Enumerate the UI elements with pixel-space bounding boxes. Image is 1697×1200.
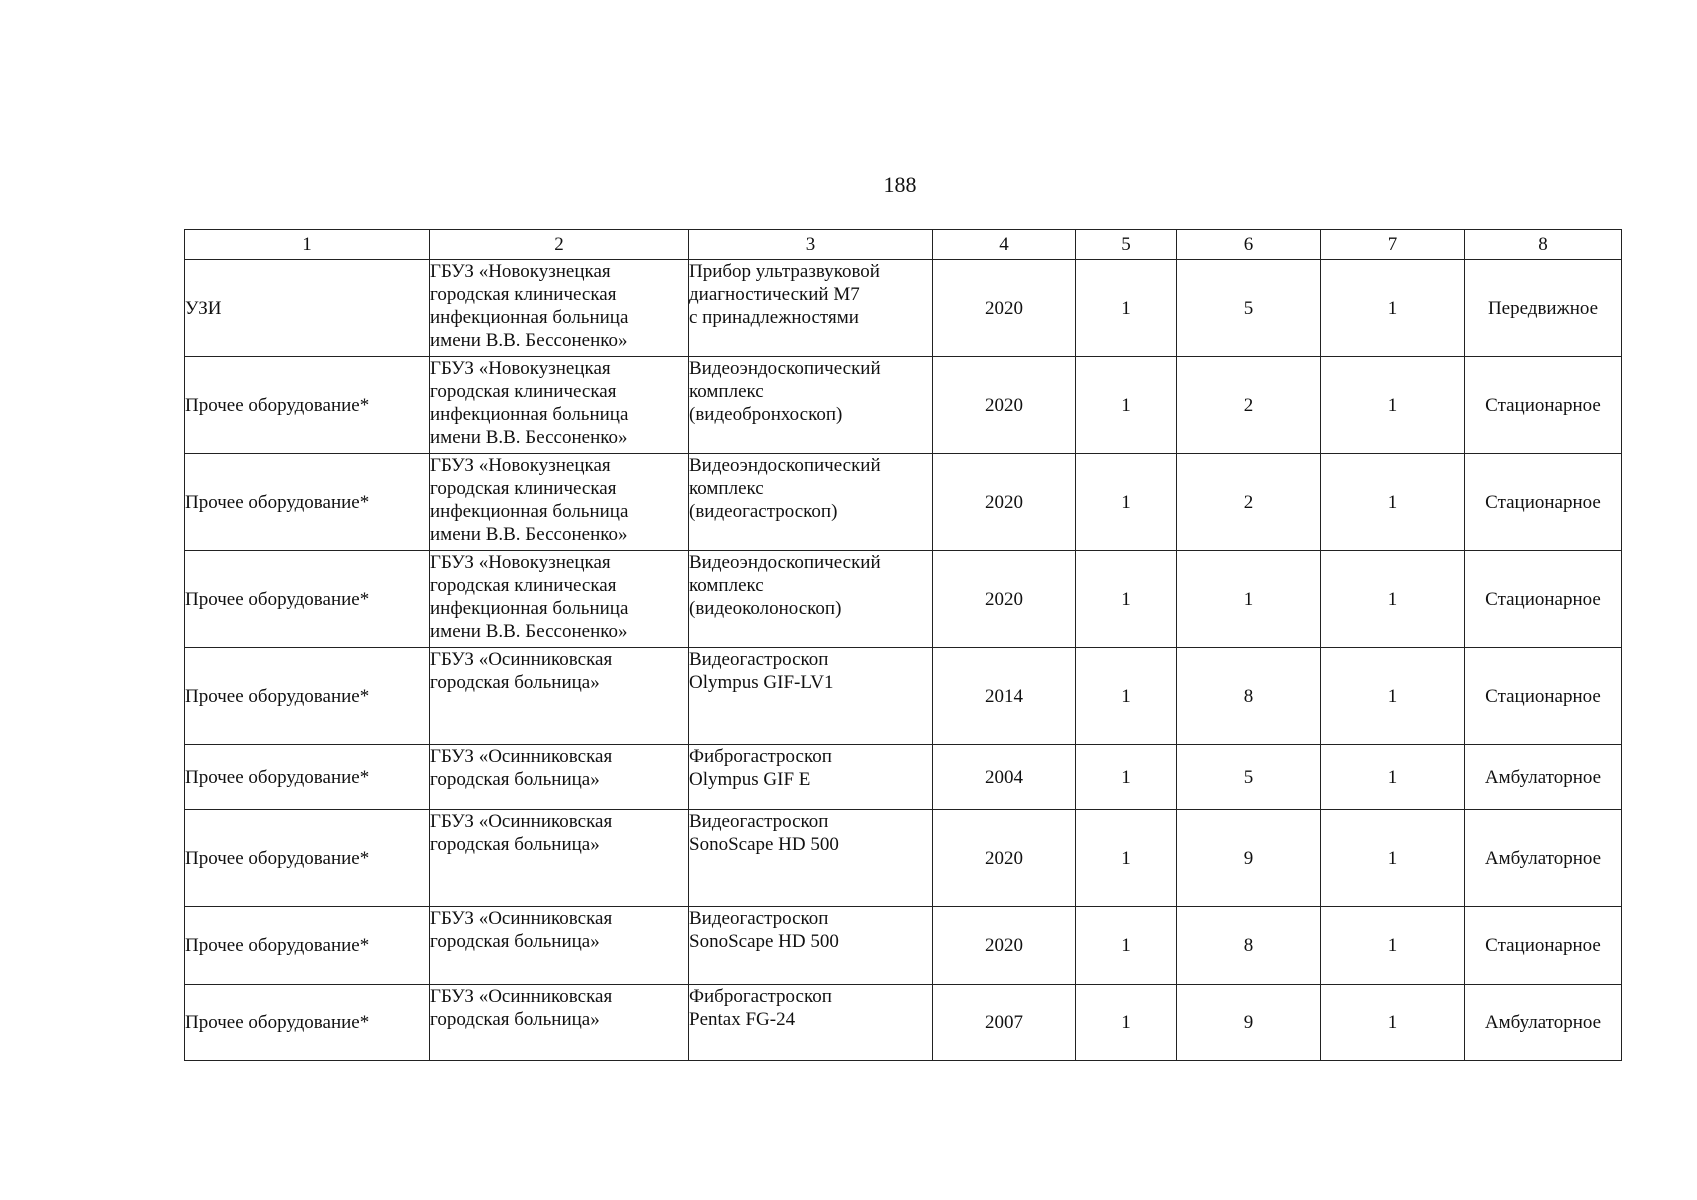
column-5-cell: 1 [1076, 260, 1177, 357]
equipment-type-cell: Прочее оборудование* [185, 907, 430, 985]
organization-cell [430, 260, 689, 357]
column-header-3: 3 [689, 230, 933, 260]
equipment-name-cell [689, 648, 933, 745]
column-header-1: 1 [185, 230, 430, 260]
equipment-name-text: Прибор ультразвуковой диагностический М7 с принадлежностями [689, 261, 880, 328]
equipment-name-cell [689, 357, 933, 454]
column-header-2: 2 [430, 230, 689, 260]
column-6-cell: 8 [1177, 907, 1321, 985]
column-header-5: 5 [1076, 230, 1177, 260]
operation-mode-cell: Амбулаторное [1465, 810, 1622, 907]
equipment-type-cell: Прочее оборудование* [185, 648, 430, 745]
operation-mode-cell: Стационарное [1465, 907, 1622, 985]
operation-mode-cell: Стационарное [1465, 454, 1622, 551]
organization-text: ГБУЗ «Осинниковская городская больница» [430, 986, 613, 1030]
year-cell: 2007 [933, 985, 1076, 1061]
equipment-type-cell: Прочее оборудование* [185, 985, 430, 1061]
organization-cell [430, 985, 689, 1061]
column-7-cell: 1 [1321, 985, 1465, 1061]
equipment-name-cell [689, 260, 933, 357]
column-5-cell: 1 [1076, 648, 1177, 745]
year-cell: 2020 [933, 454, 1076, 551]
column-5-cell: 1 [1076, 357, 1177, 454]
equipment-name-text: Видеогастроскоп SonoScape HD 500 [689, 811, 839, 855]
equipment-name-text: Видеоэндоскопический комплекс (видеобронхоскоп) [689, 358, 881, 425]
equipment-type-cell: Прочее оборудование* [185, 745, 430, 810]
column-header-4: 4 [933, 230, 1076, 260]
operation-mode-cell: Стационарное [1465, 648, 1622, 745]
equipment-name-cell [689, 810, 933, 907]
equipment-name-cell [689, 551, 933, 648]
equipment-name-cell [689, 985, 933, 1061]
column-7-cell: 1 [1321, 907, 1465, 985]
organization-text: ГБУЗ «Новокузнецкая городская клиническая инфекционная больница имени В.В. Бессоненко» [430, 552, 629, 642]
organization-cell [430, 907, 689, 985]
table-row [185, 985, 1622, 1061]
operation-mode-cell: Передвижное [1465, 260, 1622, 357]
equipment-type-cell: УЗИ [185, 260, 430, 357]
column-5-cell: 1 [1076, 907, 1177, 985]
column-6-cell: 5 [1177, 745, 1321, 810]
organization-text: ГБУЗ «Осинниковская городская больница» [430, 746, 613, 790]
column-6-cell: 1 [1177, 551, 1321, 648]
equipment-name-text: Видеоэндоскопический комплекс (видеогастроскоп) [689, 455, 881, 522]
year-cell: 2020 [933, 551, 1076, 648]
table-row [185, 810, 1622, 907]
operation-mode-cell: Амбулаторное [1465, 745, 1622, 810]
equipment-name-text: Фиброгастроскоп Olympus GIF E [689, 746, 832, 790]
column-header-8: 8 [1465, 230, 1622, 260]
column-6-cell: 8 [1177, 648, 1321, 745]
operation-mode-cell: Стационарное [1465, 551, 1622, 648]
column-6-cell: 9 [1177, 985, 1321, 1061]
table-row [185, 357, 1622, 454]
table-row [185, 260, 1622, 357]
column-6-cell: 2 [1177, 357, 1321, 454]
organization-text: ГБУЗ «Осинниковская городская больница» [430, 649, 613, 693]
column-7-cell: 1 [1321, 745, 1465, 810]
column-7-cell: 1 [1321, 454, 1465, 551]
equipment-type-cell: Прочее оборудование* [185, 454, 430, 551]
column-5-cell: 1 [1076, 985, 1177, 1061]
operation-mode-cell: Стационарное [1465, 357, 1622, 454]
equipment-name-text: Фиброгастроскоп Pentax FG-24 [689, 986, 832, 1030]
organization-text: ГБУЗ «Новокузнецкая городская клиническая инфекционная больница имени В.В. Бессоненко» [430, 358, 629, 448]
table-row [185, 907, 1622, 985]
year-cell: 2020 [933, 260, 1076, 357]
organization-cell [430, 745, 689, 810]
equipment-name-text: Видеогастроскоп SonoScape HD 500 [689, 908, 839, 952]
column-7-cell: 1 [1321, 551, 1465, 648]
column-7-cell: 1 [1321, 810, 1465, 907]
organization-text: ГБУЗ «Осинниковская городская больница» [430, 908, 613, 952]
organization-text: ГБУЗ «Новокузнецкая городская клиническая инфекционная больница имени В.В. Бессоненко» [430, 455, 629, 545]
organization-cell [430, 357, 689, 454]
column-5-cell: 1 [1076, 810, 1177, 907]
year-cell: 2020 [933, 907, 1076, 985]
column-7-cell: 1 [1321, 648, 1465, 745]
column-5-cell: 1 [1076, 551, 1177, 648]
equipment-type-cell: Прочее оборудование* [185, 357, 430, 454]
header-row [185, 230, 1622, 260]
equipment-type-cell: Прочее оборудование* [185, 551, 430, 648]
year-cell: 2020 [933, 357, 1076, 454]
equipment-name-cell [689, 454, 933, 551]
column-5-cell: 1 [1076, 745, 1177, 810]
column-header-7: 7 [1321, 230, 1465, 260]
page-number: 188 [883, 172, 917, 197]
organization-cell [430, 810, 689, 907]
year-cell: 2004 [933, 745, 1076, 810]
column-6-cell: 9 [1177, 810, 1321, 907]
column-6-cell: 5 [1177, 260, 1321, 357]
table-row [185, 745, 1622, 810]
column-7-cell: 1 [1321, 260, 1465, 357]
organization-cell [430, 648, 689, 745]
table-row [185, 648, 1622, 745]
year-cell: 2014 [933, 648, 1076, 745]
organization-cell [430, 454, 689, 551]
equipment-name-cell [689, 907, 933, 985]
organization-text: ГБУЗ «Осинниковская городская больница» [430, 811, 613, 855]
organization-cell [430, 551, 689, 648]
year-cell: 2020 [933, 810, 1076, 907]
equipment-table [184, 229, 1622, 1061]
operation-mode-cell: Амбулаторное [1465, 985, 1622, 1061]
equipment-name-text: Видеогастроскоп Olympus GIF-LV1 [689, 649, 834, 693]
equipment-name-text: Видеоэндоскопический комплекс (видеоколоноскоп) [689, 552, 881, 619]
column-6-cell: 2 [1177, 454, 1321, 551]
table-row [185, 551, 1622, 648]
table-row [185, 454, 1622, 551]
column-5-cell: 1 [1076, 454, 1177, 551]
column-7-cell: 1 [1321, 357, 1465, 454]
equipment-type-cell: Прочее оборудование* [185, 810, 430, 907]
column-header-6: 6 [1177, 230, 1321, 260]
organization-text: ГБУЗ «Новокузнецкая городская клиническая инфекционная больница имени В.В. Бессоненко» [430, 261, 629, 351]
equipment-name-cell [689, 745, 933, 810]
